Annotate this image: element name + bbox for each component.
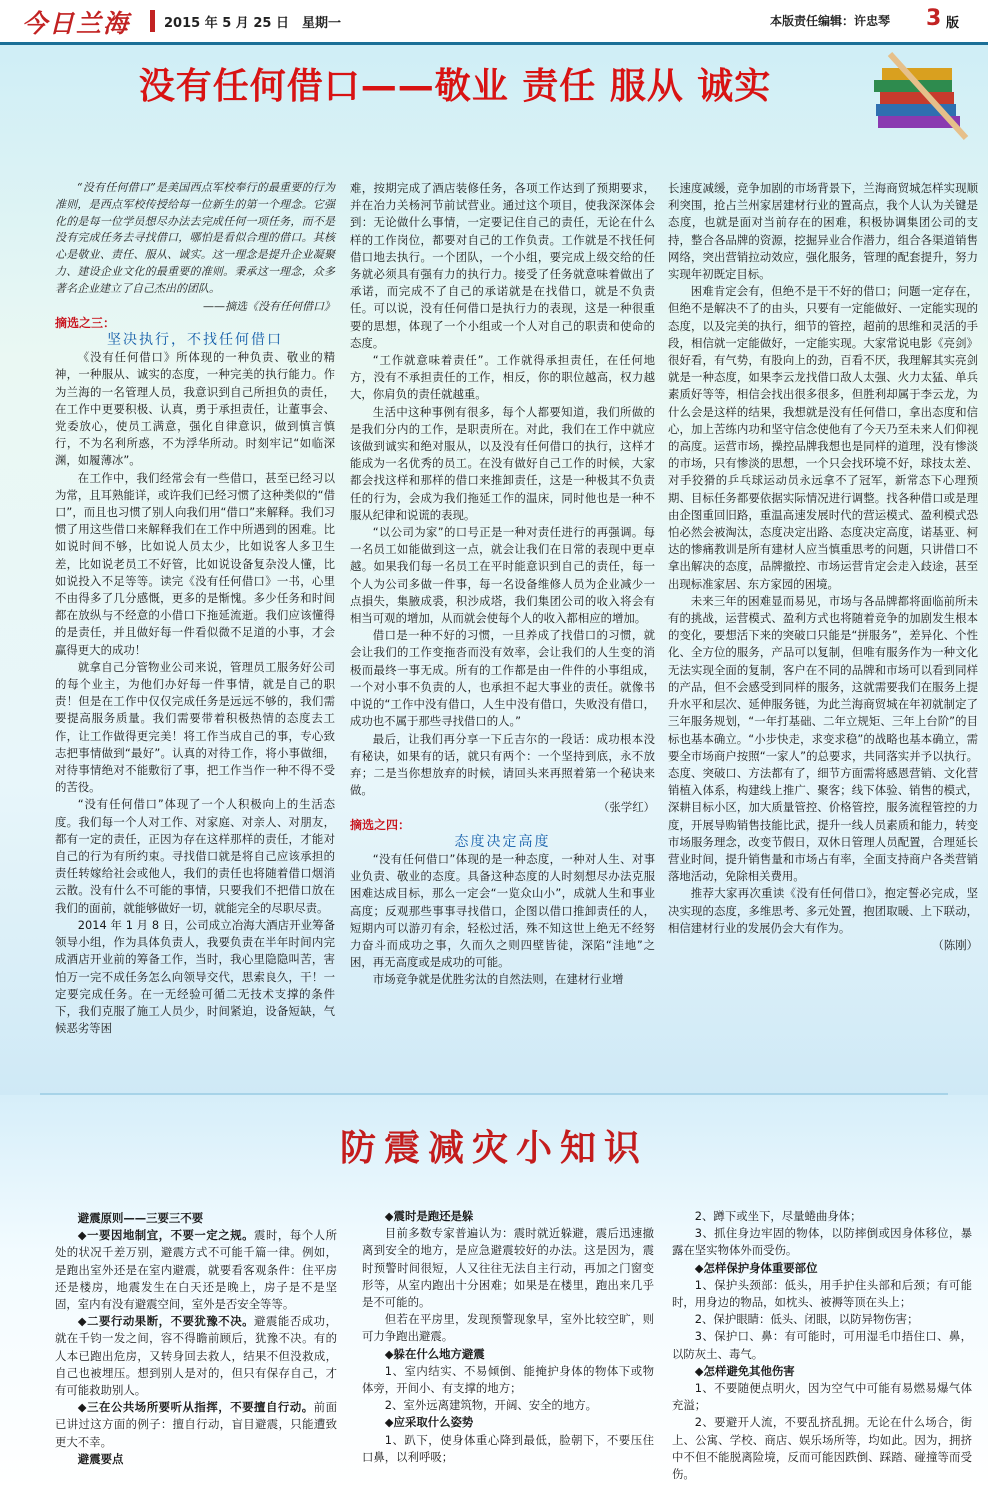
- quake-heading: 避震要点: [77, 1451, 124, 1466]
- quake-paragraph: 3、保护口、鼻：有可能时，可用湿毛巾捂住口、鼻，以防灰土、毒气。: [672, 1329, 972, 1361]
- paragraph: 就拿自己分管物业公司来说，管理员工服务好公司的每个业主，为他们办好每一件事情，就是自己的职责！但是在工作中仅仅完成任务是远远不够的，我们需要提高服务质量。我们需要带着积极热情的态度去工作，让工作做得更完美！将工作当成自己的事，专心致志把事情做到“最好”。认真的对待工作，将小事做细，对待事情绝对不能敷衍了事，把工作当作一种不得不受的苦役。: [55, 659, 335, 795]
- paragraph: 长速度减缓，竞争加剧的市场背景下，兰海商贸城怎样实现顺利突围，抢占兰州家居建材行业的置高点，我个人认为关键是态度，也就是面对当前存在的困难，积极协调集团公司的支持，整合各品牌的资源，挖掘异业合作潜力，组合各渠道销售网络，突出营销拉动效应，强化服务，管理的配套提升，努力实现年初既定目标。: [668, 181, 978, 282]
- quake-paragraph: 2、要避开人流，不要乱挤乱拥。无论在什么场合，街上、公寓、学校、商店、娱乐场所等，均如此。因为，拥挤中不但不能脱离险境，反而可能因跌倒、踩踏、碰撞等而受伤。: [672, 1415, 972, 1482]
- article-headline: 没有任何借口——敬业 责任 服从 诚实: [138, 66, 772, 107]
- page-editor: 本版责任编辑：许忠琴: [770, 14, 891, 28]
- quake-paragraph: 2、保护眼睛：低头、闭眼，以防异物伤害；: [694, 1312, 919, 1327]
- excerpt-4-label: [350, 817, 655, 834]
- paragraph: “没有任何借口”体现的是一种态度，一种对人生、对事业负责、敬业的态度。具备这种态度的人时刻想尽办法克服困难达成目标，那么一定会“一览众山小”，成就人生和事业高度；反观那些事事寻找借口，企图以借口推卸责任的人，短期内可以游刃有余，轻松过活，殊不知这世上绝无不经努力奋斗而成功之事，久而久之则四壁皆徒，深陷“洼地”之困，再无高度或是成功的可能。: [350, 851, 655, 970]
- paragraph: 推荐大家再次重读《没有任何借口》，抱定誓必完成，坚决实现的态度，多维思考、多元处置，抱团取暖、上下联动，相信建材行业的发展仍会大有作为。: [668, 886, 978, 935]
- quake-paragraph: 1、不要随便点明火，因为空气中可能有易燃易爆气体充溢；: [672, 1381, 972, 1413]
- paragraph: 困难肯定会有，但绝不是干不好的借口；问题一定存在，但绝不是解决不了的由头，只要有一定能做好、一定能实现的态度，以及完美的执行，细节的管控，超前的思维和灵活的手段，相信就一定能做好，一定能实现。大家常说电影《亮剑》很好看，有气势，有股向上的劲，百看不厌，我理解其实亮剑就是一种态度，如果李云龙找借口敌人太强、火力太猛、单兵素质好等等，相信会找出很多很多，但胜利却属于李云龙，为什么会是这样的结果，我想就是没有任何借口，拿出态度和信心，加上苦练内功和坚守信念使他有了今天乃至未来人们仰视的高度。运营市场，操控品牌我想也是同样的道理，没有惨淡的市场，只有惨淡的思想，一个只会找环境不好，球技太差、对手狡猾的乒乓球运动员永远拿不了冠军，新常态下心理预期、目标任务都要依据实际情况进行调整。找各种借口或是理由企图重回旧路，重温高速发展时代的营运模式、盈利模式恐怕必然会被淘汰，态度决定出路、态度决定高度，诺基亚、柯达的惨痛教训是所有建材人应当慎重思考的问题，只讲借口不拿出解决的态度，品牌撤控、市场运营肯定会走入歧途，甚至出现标准家居、东方家园的困境。: [668, 284, 978, 591]
- paragraph: 生活中这种事例有很多，每个人都要知道，我们所做的是我们分内的工作，是职责所在。对此，我们在工作中就应该做到诚实和绝对服从，以及没有任何借口的执行，这样才能成为一名优秀的员工。在没有做好自己工作的时候，大家都会找这样和那样的借口来推卸责任，这是一种极其不负责任的行为，会成为我们拖延工作的温床，同时他也是一种不服从纪律和说谎的表现。: [350, 404, 655, 522]
- paragraph: 《没有任何借口》所体现的一种负责、敬业的精神，一种服从、诚实的态度，一种完美的执行能力。作为兰海的一名管理人员，我意识到自己所担负的责任，在工作中更要积极、认真，勇于承担责任，让董事会、党委放心，使员工满意，强化自律意识，做到慎言慎行，不为名利所惑，不为浮华所动。时刻牢记“如临深渊，如履薄冰”。: [55, 350, 335, 468]
- paragraph: 在工作中，我们经常会有一些借口，甚至已经习以为常，且耳熟能详，或许我们已经习惯了这种类似的“借口”，而且也习惯了别人向我们用“借口”来解释。我们习惯了用这些借口来解释我们在工作中所遇到的困难。比如说时间不够，比如说人员太少，比如说客人多卫生差，比如说老员工不好管，比如说设备复杂没人懂，比如说投入不足等等。读完《没有任何借口》一书，心里不由得多了几分感慨，更多的是惭愧。多少任务和时间都在放纵与不经意的小借口下拖延流逝。我们应该懂得的是责任，并且做好每一件看似微不足道的小事，才会赢得更大的成功！: [55, 470, 335, 657]
- paragraph: 2014 年 1 月 8 日，公司成立冶海大酒店开业筹备领导小组，作为具体负责人，我要负责在半年时间内完成酒店开业前的筹备工作，当时，我心里隐隐叫苦，害怕万一完不成任务怎么向领导交代，思索良久，干！一定要完成任务。在一无经验可循二无技术支撑的条件下，我们克服了施工人员少，时间紧迫，设备短缺，气候恶劣等困: [55, 917, 335, 1036]
- quake-column-2: [362, 1208, 654, 1466]
- quake-item-heading: ◆一要因地制宜，不要一定之规。: [77, 1228, 255, 1243]
- quake-heading: ◆躲在什么地方避震: [384, 1346, 485, 1361]
- paragraph: “以公司为家”的口号正是一种对责任进行的再强调。每一名员工如能做到这一点，就会让我们在日常的表现中更卓越。如果我们每一名员工在平时能意识到自己的责任，每一个人为公司多做一件事，每一名设备维修人员为企业减少一点損失，集腋成裘，积沙成塔，我们集团公司的收入将会有相当可观的增加，从而就会使每个人的收入都相应的增加。: [350, 525, 655, 626]
- article-column-3: [668, 180, 978, 954]
- quake-paragraph: 2、蹲下或坐下，尽量蜷曲身体；: [694, 1209, 862, 1223]
- quake-section-title: 防震减灾小知识: [339, 1128, 648, 1169]
- intro-source: ——摘选《没有任何借口》: [203, 299, 335, 313]
- author-signature: （张学红）: [598, 800, 655, 815]
- quake-item-heading: ◆二要行动果断，不要犹豫不决。: [77, 1314, 255, 1329]
- quake-item-heading: ◆三在公共场所要听从指挥，不要擅自行动。: [77, 1400, 314, 1415]
- article-column-1: [55, 180, 335, 1037]
- excerpt-3-label-text: 摘选之三：: [55, 315, 116, 330]
- excerpt-3-title: 坚决执行，不找任何借口: [107, 331, 283, 348]
- paragraph: 借口是一种不好的习惯，一旦养成了找借口的习惯，就会让我们的工作变拖沓而没有效率，会让我们的人生变的消极而最终一事无成。所有的工作都是由一件件的小事组成，一个对小事不负责的人，也承担不起大事业的责任。就像书中说的“工作中没有借口，人生中没有借口，失败没有借口，成功也不属于那些寻找借口的人。”: [350, 628, 655, 729]
- paragraph: 未来三年的困难显而易见，市场与各品牌都将面临前所未有的挑战，运营模式、盈利方式也将随着竞争的加剧发生根本的变化，要想活下来的突破口只能是“拼服务”，差异化、个性化、全方位的服务，产品可以复制，但唯有服务作为一种文化无法实现全面的复制，客户在不同的品牌和市场可以看到同样的产品，但不会感受到同样的服务，这就需要我们在服务上提升水平和层次、延伸服务链，为此兰海商贸城在年初就制定了三年服务规划，“一年打基础、二年立规矩、三年上台阶”的目标也基本确立。“小步快走，求变求稳”的战略也基本确立，需要全市场商户按照“一家人”的总要求，共同落实并予以执行。态度、突破口、方法都有了，细节方面需将感恩营销、文化营销植入体系，构建线上推广、聚客；线下体验、销售的模式，深耕目标小区，加大质量管控、价格管控，服务流程管控的力度，开展导购销售技能比武，提升一线人员素质和能力，转变市场服务理念，改变节假日，双休日管理人员配置，合理延长营业时间，提升销售量和市场占有率，全面支持商户各类营销落地活动，免除相关费用。: [668, 593, 978, 884]
- quake-column-3: [672, 1208, 972, 1483]
- quake-paragraph: 目前多数专家普遍认为：震时就近躲避，震后迅速撤离到安全的地方，是应急避震较好的办法。这是因为，震时预警时间很短，人又往往无法自主行动，再加之门窗变形等，从室内跑出十分困难；如果是在楼里，跑出来几乎是不可能的。: [362, 1226, 654, 1310]
- paragraph: “没有任何借口”体现了一个人积极向上的生活态度。我们每一个人对工作、对家庭、对亲人、对朋友，都有一定的责任，正因为存在这样那样的责任，才能对自己的行为有所约束。寻找借口就是将自己应该承担的责任转嫁给社会或他人，我们的责任也将随着借口烟消云散。没有什么不可能的事情，只要我们不把借口放在我们的面前，就能够做好一切，就能完全的尽职尽责。: [55, 797, 335, 915]
- quake-item: [55, 1313, 337, 1399]
- quake-paragraph: 但若在平房里，发现预警现象早，室外比较空旷，则可力争跑出避震。: [362, 1312, 654, 1344]
- quake-heading: ◆震时是跑还是躲: [384, 1209, 474, 1223]
- quake-column-1: [55, 1210, 337, 1468]
- excerpt-3-label: [55, 315, 335, 332]
- page-number: 3: [926, 6, 942, 31]
- excerpt-4-title: 态度决定高度: [454, 833, 551, 850]
- page-number-label: 版: [946, 16, 960, 31]
- paragraph: 难，按期完成了酒店装修任务，各项工作达到了预期要求，并在冶力关杨河节前试营业。通过这个项目，使我深深体会到：无论做什么事情，一定要记住自己的责任，无论在什么样的工作岗位，都要对自己的工作负责。工作就是不找任何借口地去执行。一个团队，一个小组，要完成上级交给的任务就必须具有强有力的执行力。接受了任务就意味着做出了承诺，而完成不了自己的承诺就是在找借口，就是不负责任。可以说，没有任何借口是执行力的表现，这是一种很重要的思想，体现了一个小组或一个人对自己的职责和使命的态度。: [350, 181, 655, 350]
- quake-heading: ◆应采取什么姿势: [384, 1415, 474, 1430]
- paragraph: “工作就意味着责任”。工作就得承担责任，在任何地方，没有不承担责任的工作，相反，你的职位越高，权力越大，你肩负的责任就越重。: [350, 353, 655, 402]
- quake-paragraph: 1、保护头颈部：低头，用手护住头部和后颈；有可能时，用身边的物品，如枕头、被褥等顶在头上；: [672, 1277, 972, 1310]
- quake-paragraph: 2、室外远离建筑物，开阔、安全的地方。: [384, 1398, 598, 1413]
- quake-paragraph: 1、室内结实、不易倾倒、能掩护身体的物体下或物体旁，开间小、有支撑的地方；: [362, 1363, 654, 1396]
- paragraph: 市场竞争就是优胜劣汰的自然法则，在建材行业增: [372, 972, 624, 987]
- quake-heading: 避震原则——三要三不要: [77, 1211, 204, 1225]
- article-intro: “没有任何借口”是美国西点军校奉行的最重要的行为准则，是西点军校传授给每一位新生的第一个理念。它强化的是每一位学员想尽办法去完成任何一项任务，而不是没有完成任务去寻找借口，哪怕是看似合理的借口。其核心是敬业、责任、服从、诚实。这一理念是提升企业凝聚力、建设企业文化的最重要的准则。秉承这一理念，众多著名企业建立了自己杰出的团队。: [55, 181, 335, 295]
- page-header: [0, 0, 988, 45]
- quake-paragraph: 3、抓住身边牢固的物体，以防摔倒或因身体移位，暴露在坚实物体外而受伤。: [672, 1226, 972, 1258]
- quake-item: [55, 1399, 337, 1451]
- quake-item-body: 震时，每个人所处的状况千差万别，避震方式不可能千篇一律。例如，是跑出室外还是在室内避震，就要看客观条件：住平房还是楼房，地震发生在白天还是晚上，房子是不是坚固，室内有没有避震空间，室外是否安全等等。: [55, 1228, 337, 1312]
- quake-item-body: 前面已讲过这方面的例子：擅自行动，盲目避震，只能遭致更大不幸。: [55, 1400, 337, 1449]
- masthead-divider: [150, 10, 155, 32]
- masthead: 今日兰海: [22, 9, 131, 38]
- quake-heading: ◆怎样保护身体重要部位: [694, 1260, 818, 1275]
- quake-item-body: 避震能否成功，就在千钧一发之间，容不得瞻前顾后，犹豫不决。有的人本已跑出危房，又转身回去救人，结果不但没救成，自己也被埋压。想到别人是对的，但只有保存自己，才有可能救助别人。: [55, 1314, 337, 1398]
- author-signature: （陈刚）: [932, 937, 978, 952]
- books-illustration: [870, 52, 970, 140]
- quake-item: [55, 1227, 337, 1313]
- excerpt-4-label-text: 摘选之四：: [350, 817, 411, 832]
- paragraph: 最后，让我们再分享一下丘吉尔的一段话：成功根本没有秘诀，如果有的话，就只有两个：一个坚持到底，永不放弃；二是当你想放弃的时候，请回头来再照着第一个秘诀来做。: [350, 731, 655, 798]
- quake-heading: ◆怎样避免其他伤害: [694, 1363, 795, 1378]
- article-column-2: [350, 180, 655, 989]
- issue-date: 2015 年 5 月 25 日 星期一: [164, 16, 341, 31]
- quake-paragraph: 1、趴下，使身体重心降到最低，脸朝下，不要压住口鼻，以利呼吸；: [362, 1432, 654, 1464]
